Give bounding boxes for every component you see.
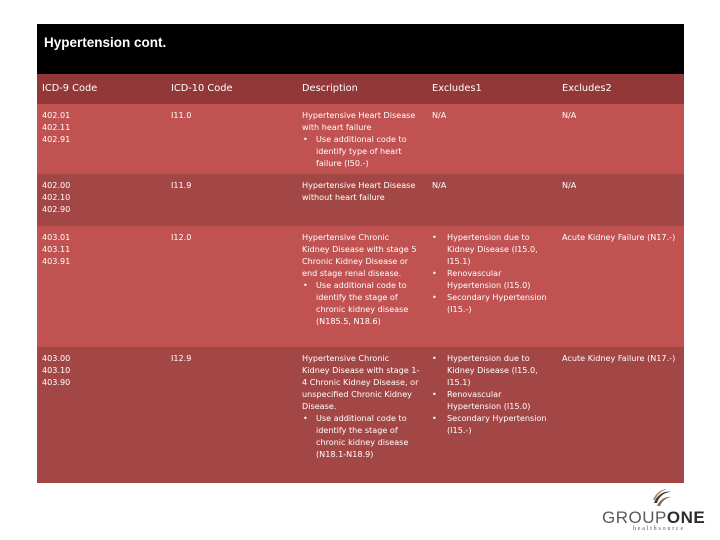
description-line: Hypertensive Heart Disease [302, 110, 416, 120]
description [297, 352, 427, 460]
description-bullet-line: identify the stage of [316, 425, 398, 435]
excludes2: N/A [562, 110, 577, 120]
icd9-code: 402.00 [42, 180, 71, 190]
description-bullet-line: chronic kidney disease [316, 304, 409, 314]
table-row [37, 226, 684, 347]
icd9-code: 402.91 [42, 134, 71, 144]
description-line: end stage renal disease. [302, 268, 402, 278]
icd9-codes [37, 352, 166, 388]
icd9-code: 402.11 [42, 122, 71, 132]
excludes1-list [427, 231, 557, 315]
excludes1-line: Kidney Disease (I15.0, [447, 244, 538, 254]
icd10-code: I12.0 [171, 232, 192, 242]
icd10-code: I11.9 [171, 180, 192, 190]
excludes2: Acute Kidney Failure (N17.-) [562, 353, 676, 363]
table-row [37, 347, 684, 483]
icd9-code: 403.91 [42, 256, 71, 266]
excludes1-line: • Renovascular [447, 268, 502, 278]
icd9-codes [37, 179, 166, 215]
description [297, 109, 427, 169]
description-line: with heart failure [302, 122, 372, 132]
icd9-code: 402.01 [42, 110, 71, 120]
icd9-code: 403.10 [42, 365, 71, 375]
excludes2: Acute Kidney Failure (N17.-) [562, 232, 676, 242]
description-line: without heart failure [302, 192, 385, 202]
description-line: Hypertensive Heart Disease [302, 180, 416, 190]
table-header-row [37, 74, 684, 104]
excludes1-line: Hypertension (I15.0) [447, 401, 531, 411]
header-icd10: ICD-10 Code [171, 83, 233, 94]
logo-wordmark [602, 508, 705, 528]
description-bullet-line: • Use additional code to [316, 413, 407, 423]
icd10-code: I12.9 [171, 353, 192, 363]
description-bullet-line: chronic kidney disease [316, 437, 409, 447]
excludes1-line: I15.1) [447, 377, 471, 387]
group-one-logo [600, 488, 715, 534]
description-bullet [302, 412, 427, 460]
description-line: 4 Chronic Kidney Disease, or [302, 377, 419, 387]
header-icd9: ICD-9 Code [42, 83, 98, 94]
excludes1: N/A [432, 110, 447, 120]
description-bullet [302, 133, 427, 169]
slide-title: Hypertension cont. [44, 35, 167, 50]
description-bullet [302, 279, 427, 327]
description-bullet-line: failure (I50.-) [316, 158, 369, 168]
icd9-code: 402.90 [42, 204, 71, 214]
description-bullet-line: • Use additional code to [316, 280, 407, 290]
icd10-code: I11.0 [171, 110, 192, 120]
header-excludes2: Excludes2 [562, 83, 612, 94]
description-line: Kidney Disease with stage 5 [302, 244, 417, 254]
excludes1-bullet [432, 388, 557, 412]
excludes1-line: (I15.-) [447, 425, 472, 435]
excludes1-bullet [432, 412, 557, 436]
swirl-logo-icon [651, 488, 673, 508]
header-excludes1: Excludes1 [432, 83, 482, 94]
icd-code-table [37, 74, 684, 483]
excludes1-line: (I15.-) [447, 304, 472, 314]
description-line: Chronic Kidney Disease or [302, 256, 409, 266]
header-description: Description [302, 83, 358, 94]
excludes1-line: Kidney Disease (I15.0, [447, 365, 538, 375]
excludes1-line: • Hypertension due to [447, 353, 530, 363]
description-bullet-line: (N18.1-N18.9) [316, 449, 374, 459]
icd9-codes [37, 109, 166, 145]
excludes1-line: • Secondary Hypertension [447, 292, 547, 302]
logo-tagline: healthsource [633, 526, 685, 532]
excludes1-line: • Hypertension due to [447, 232, 530, 242]
table-row [37, 174, 684, 226]
excludes1-list [427, 352, 557, 436]
logo-word-bold: ONE [666, 508, 706, 527]
description-line: Hypertensive Chronic [302, 353, 390, 363]
description-bullet-line: (N185.5, N18.6) [316, 316, 381, 326]
description-bullet-line: identify type of heart [316, 146, 402, 156]
description-line: Kidney Disease with stage 1- [302, 365, 420, 375]
icd9-code: 403.90 [42, 377, 71, 387]
description-bullet-line: • Use additional code to [316, 134, 407, 144]
icd9-code: 403.00 [42, 353, 71, 363]
table-row [37, 104, 684, 174]
description-line: Disease. [302, 401, 337, 411]
icd9-code: 402.10 [42, 192, 71, 202]
description-line: Hypertensive Chronic [302, 232, 390, 242]
excludes1-bullet [432, 352, 557, 388]
description-line: unspecified Chronic Kidney [302, 389, 412, 399]
description-bullet-line: identify the stage of [316, 292, 398, 302]
title-bar [37, 24, 684, 74]
icd9-code: 403.01 [42, 232, 71, 242]
excludes1: N/A [432, 180, 447, 190]
icd9-codes [37, 231, 166, 267]
excludes1-line: Hypertension (I15.0) [447, 280, 531, 290]
icd9-code: 403.11 [42, 244, 71, 254]
excludes1-line: • Secondary Hypertension [447, 413, 547, 423]
excludes1-bullet [432, 291, 557, 315]
description [297, 179, 427, 203]
excludes1-bullet [432, 231, 557, 267]
logo-word-light: GROUP [602, 508, 667, 527]
excludes1-bullet [432, 267, 557, 291]
excludes1-line: I15.1) [447, 256, 471, 266]
description [297, 231, 427, 327]
excludes2: N/A [562, 180, 577, 190]
excludes1-line: • Renovascular [447, 389, 502, 399]
